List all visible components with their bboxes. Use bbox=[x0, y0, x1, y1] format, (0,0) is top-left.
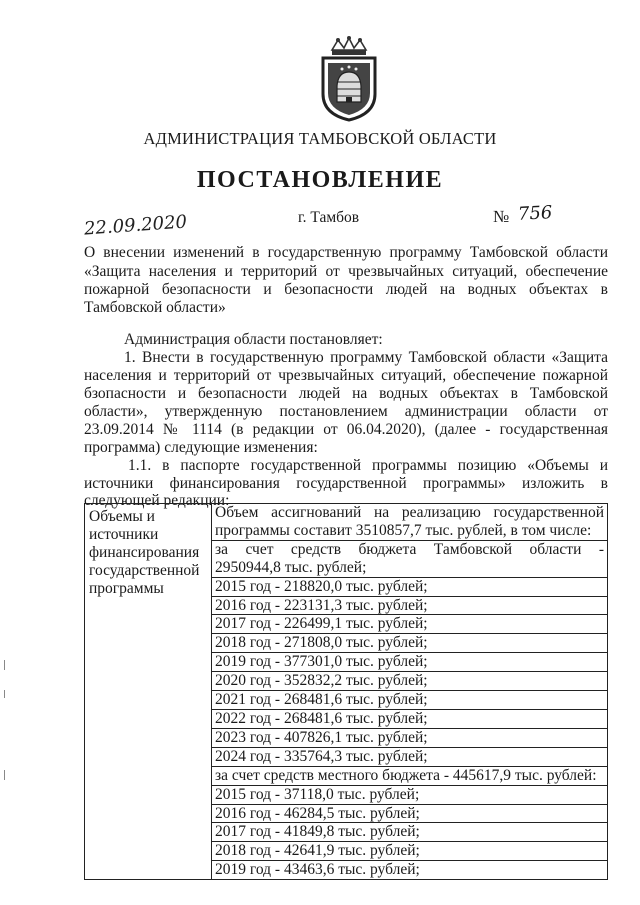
table-value-line: 2019 год - 43463,6 тыс. рублей; bbox=[212, 860, 607, 879]
table-value-line: Объем ассигнований на реализацию государственной bbox=[215, 504, 604, 521]
document-number-label: № bbox=[493, 207, 510, 226]
table-value-line: 2016 год - 46284,5 тыс. рублей; bbox=[212, 804, 607, 823]
organization-name: АДМИНИСТРАЦИЯ ТАМБОВСКОЙ ОБЛАСТИ bbox=[143, 129, 497, 148]
body-line: области», утвержденную постановлением администрации области от bbox=[84, 403, 608, 420]
coat-of-arms-emblem bbox=[318, 36, 380, 122]
table-value-line: за счет средств бюджета Тамбовской области - bbox=[212, 540, 607, 559]
table-value-line: 2015 год - 218820,0 тыс. рублей; bbox=[212, 577, 607, 596]
title-line: пожарной безопасности и безопасности людей на водных объектах в bbox=[84, 281, 608, 298]
body-line: Администрация области постановляет: bbox=[124, 331, 383, 348]
document-date: 22.09.2020 bbox=[83, 211, 188, 240]
table-value-line: 2020 год - 352832,2 тыс. рублей; bbox=[212, 671, 607, 690]
table-value-line: 2022 год - 268481,6 тыс. рублей; bbox=[212, 709, 607, 728]
body-line: 1.1. в паспорте государственной программы позицию «Объемы и bbox=[128, 457, 608, 474]
table-value-line: 2015 год - 37118,0 тыс. рублей; bbox=[212, 785, 607, 804]
body-line: 1. Внести в государственную программу Тамбовской области «Защита bbox=[124, 349, 608, 366]
scan-margin-mark bbox=[4, 690, 5, 698]
table-value-line: 2023 год - 407826,1 тыс. рублей; bbox=[212, 728, 607, 747]
table-value-line: 2018 год - 42641,9 тыс. рублей; bbox=[212, 841, 607, 860]
scan-margin-mark bbox=[4, 770, 5, 780]
table-value-line: 2019 год - 377301,0 тыс. рублей; bbox=[212, 652, 607, 671]
document-type-title: ПОСТАНОВЛЕНИЕ bbox=[196, 167, 444, 193]
table-value-line: 2016 год - 223131,3 тыс. рублей; bbox=[212, 596, 607, 615]
table-row bbox=[85, 504, 608, 880]
table-cell-label bbox=[85, 504, 212, 880]
table-value-line: 2024 год - 335764,3 тыс. рублей; bbox=[212, 747, 607, 766]
title-line: «Защита населения и территорий от чрезвычайных ситуаций, обеспечение bbox=[84, 263, 608, 280]
title-line: О внесении изменений в государственную программу Тамбовской области bbox=[84, 244, 608, 261]
financing-label: Объемы и источники финансирования государственной программы bbox=[89, 508, 200, 597]
body-line: населения и территорий от чрезвычайных ситуаций, обеспечение пожарной bbox=[84, 367, 608, 384]
table-value-line: 2950944,8 тыс. рублей; bbox=[215, 558, 367, 576]
table-value-line: программы составит 3510857,7 тыс. рублей, в том числе: bbox=[215, 521, 592, 539]
body-line: следующей редакции: bbox=[84, 492, 230, 509]
body-line: 23.09.2014 № 1114 (в редакции от 06.04.2020), (далее - государственная bbox=[84, 421, 608, 438]
table-value-line: 2021 год - 268481,6 тыс. рублей; bbox=[212, 690, 607, 709]
financing-table bbox=[84, 503, 608, 880]
body-line: бзопасности и безопасности людей на водных объектах в Тамбовской bbox=[84, 385, 608, 402]
table-value-line: 2017 год - 226499,1 тыс. рублей; bbox=[212, 614, 607, 633]
table-cell-values bbox=[212, 504, 608, 880]
document-city: г. Тамбов bbox=[298, 209, 360, 226]
body-line: источники финансирования государственной программы» изложить в bbox=[84, 475, 608, 492]
scan-margin-mark bbox=[4, 660, 5, 670]
title-line: Тамбовской области» bbox=[84, 299, 226, 316]
table-value-line: 2017 год - 41849,8 тыс. рублей; bbox=[212, 822, 607, 841]
document-number: 756 bbox=[517, 202, 553, 225]
body-line: программа) следующие изменения: bbox=[84, 439, 318, 456]
table-value-line: 2018 год - 271808,0 тыс. рублей; bbox=[212, 633, 607, 652]
table-value-line: за счет средств местного бюджета - 445617,9 тыс. рублей: bbox=[212, 766, 607, 785]
